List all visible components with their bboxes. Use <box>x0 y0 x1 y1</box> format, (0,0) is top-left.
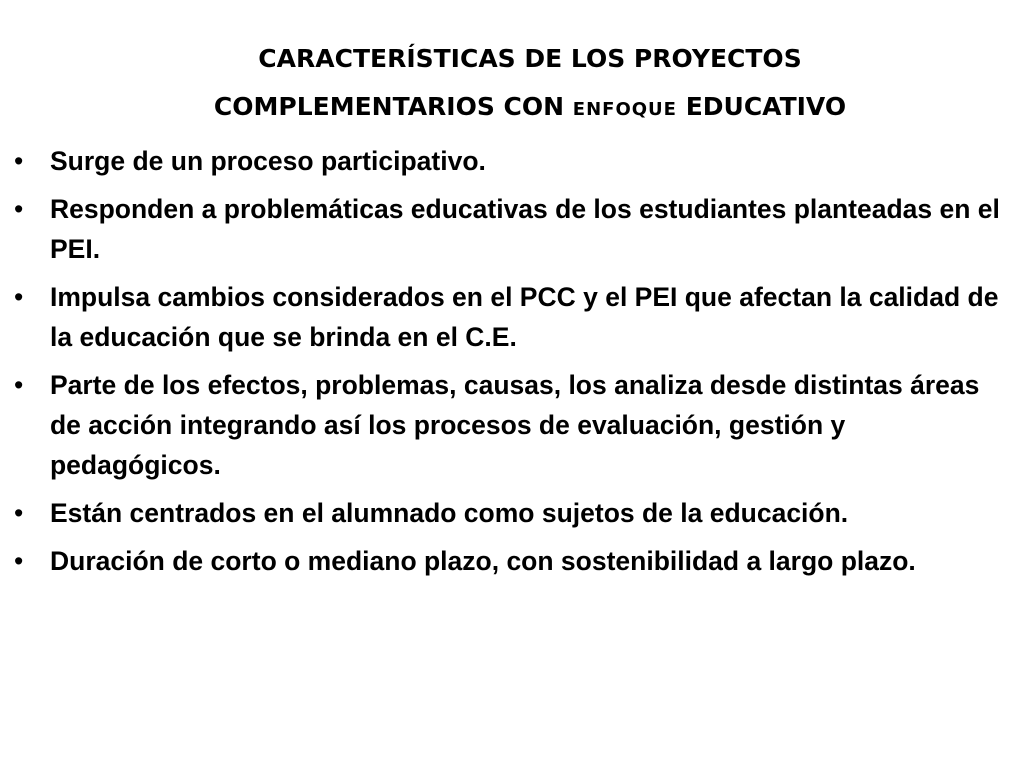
bullet-item-2 <box>14 189 1006 269</box>
bullet-item-6 <box>14 541 1006 581</box>
bullet-dot-icon: • <box>14 370 24 400</box>
bullet-text-4: Parte de los efectos, problemas, causas, los analiza desde distintas áreas de acción integrando así los procesos de evaluación, gestión y pedagógicos. <box>50 370 980 480</box>
bullet-item-4 <box>14 365 1006 485</box>
title-line-2-start: COMPLEMENTARIOS CON <box>213 92 565 121</box>
title-line-2-end: EDUCATIVO <box>685 92 847 121</box>
bullet-text-6: Duración de corto o mediano plazo, con sostenibilidad a largo plazo. <box>50 546 916 576</box>
bullet-dot-icon: • <box>14 546 24 576</box>
bullet-dot-icon: • <box>14 282 24 312</box>
bullet-item-1 <box>14 141 1006 181</box>
title-line-2-small-word: ENFOQUE <box>572 99 677 120</box>
bullet-text-2: Responden a problemáticas educativas de los estudiantes planteadas en el PEI. <box>50 194 1000 264</box>
bullet-text-3: Impulsa cambios considerados en el PCC y el PEI que afectan la calidad de la educación que se brinda en el C.E. <box>50 282 999 352</box>
bullet-text-1: Surge de un proceso participativo. <box>50 146 486 176</box>
bullet-item-3 <box>14 277 1006 357</box>
bullet-list <box>14 141 1006 589</box>
bullet-item-5 <box>14 493 1006 533</box>
bullet-dot-icon: • <box>14 146 24 176</box>
bullet-dot-icon: • <box>14 194 24 224</box>
bullet-text-5: Están centrados en el alumnado como sujetos de la educación. <box>50 498 849 528</box>
bullet-dot-icon: • <box>14 498 24 528</box>
slide-title <box>80 35 980 134</box>
title-line-1: CARACTERÍSTICAS DE LOS PROYECTOS <box>258 44 802 73</box>
